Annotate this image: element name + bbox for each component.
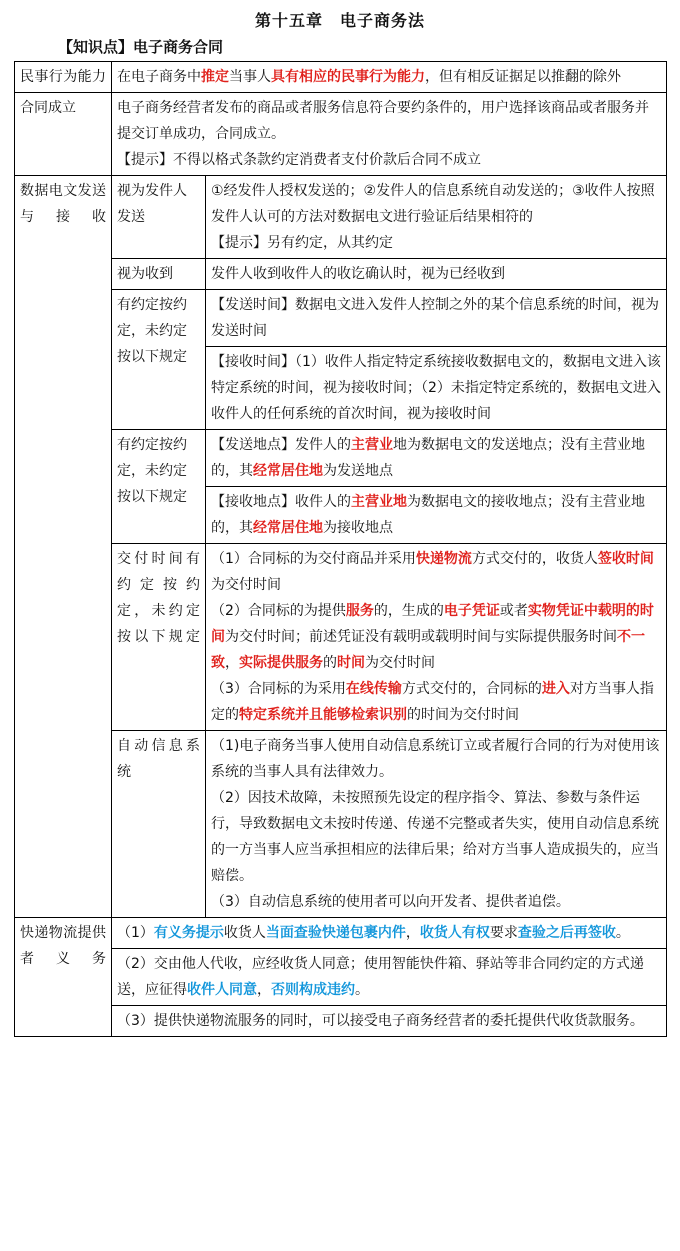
content-recv-time: 【接收时间】（1）收件人指定特定系统接收数据电文的，数据电文进入该特定系统的时间，视为接收时间；（2）未指定特定系统的，数据电文进入收件人的任何系统的首次时间，视为接收时间 [206, 347, 667, 430]
sublabel-delivery: 交付时间有约定按约定，未约定按以下规定 [112, 544, 206, 731]
row-data-received [15, 259, 667, 290]
sublabel-place: 有约定按约定，未约定按以下规定 [112, 430, 206, 544]
label-express: 快递物流提供者义务 [15, 918, 112, 1037]
content-send-time: 【发送时间】数据电文进入发件人控制之外的某个信息系统的时间，视为发送时间 [206, 290, 667, 347]
content-formation: 电子商务经营者发布的商品或者服务信息符合要约条件的，用户选择该商品或者服务并提交订单成功，合同成立。 【提示】不得以格式条款约定消费者支付价款后合同不成立 [112, 93, 667, 176]
content-sender: ①经发件人授权发送的；②发件人的信息系统自动发送的；③收件人按照发件人认可的方法对数据电文进行验证后结果相符的 【提示】另有约定，从其约定 [206, 176, 667, 259]
content-capacity: 在电子商务中推定当事人具有相应的民事行为能力，但有相反证据足以推翻的除外 [112, 62, 667, 93]
content-auto-system: （1)电子商务当事人使用自动信息系统订立或者履行合同的行为对使用该系统的当事人具有法律效力。 （2）因技术故障，未按照预先设定的程序指令、算法、参数与条件运行，导致数据电文未按时传递、传递不完整或者失实，使用自动信息系统的一方当事人应当承担相应的法律后果；给对方当事人造成损失的，应当赔偿。 （3）自动信息系统的使用者可以向开发者、提供者追偿。 [206, 731, 667, 918]
row-capacity [15, 62, 667, 93]
sublabel-time: 有约定按约定，未约定按以下规定 [112, 290, 206, 430]
sublabel-sender: 视为发件人发送 [112, 176, 206, 259]
content-send-place: 【发送地点】发件人的主营业地为数据电文的发送地点；没有主营业地的，其经常居住地为发送地点 [206, 430, 667, 487]
content-express-3: （3）提供快递物流服务的同时，可以接受电子商务经营者的委托提供代收货款服务。 [112, 1006, 667, 1037]
row-delivery [15, 544, 667, 731]
delivery-item-3: （3）合同标的为采用在线传输方式交付的，合同标的进入对方当事人指定的特定系统并且能够检索识别的时间为交付时间 [211, 681, 654, 723]
label-auto-system: 自动信息系统 [112, 731, 206, 918]
label-capacity: 民事行为能力 [15, 62, 112, 93]
section-title: 【知识点】电子商务合同 [58, 38, 224, 56]
delivery-item-1: （1）合同标的为交付商品并采用快递物流方式交付的，收货人签收时间为交付时间 [211, 551, 654, 593]
chapter-title: 第十五章 电子商务法 [254, 11, 425, 30]
row-formation [15, 93, 667, 176]
content-express-2: （2）交由他人代收，应经收货人同意；使用智能快件箱、驿站等非合同约定的方式递送，应征得收件人同意，否则构成违约。 [112, 949, 667, 1006]
delivery-item-2: （2）合同标的为提供服务的，生成的电子凭证或者实物凭证中载明的时间为交付时间；前述凭证没有载明或载明时间与实际提供服务时间不一致，实际提供服务的时间为交付时间 [211, 603, 654, 671]
row-express-1 [15, 918, 667, 949]
label-formation: 合同成立 [15, 93, 112, 176]
content-delivery [206, 544, 667, 731]
contract-table [14, 61, 667, 1037]
content-received: 发件人收到收件人的收讫确认时，视为已经收到 [206, 259, 667, 290]
row-express-3 [15, 1006, 667, 1037]
row-data-sender [15, 176, 667, 259]
content-recv-place: 【接收地点】收件人的主营业地为数据电文的接收地点；没有主营业地的，其经常居住地为接收地点 [206, 487, 667, 544]
content-express-1: （1）有义务提示收货人当面查验快递包裹内件，收货人有权要求查验之后再签收。 [112, 918, 667, 949]
sublabel-received: 视为收到 [112, 259, 206, 290]
label-data-message: 数据电文发送与接收 [15, 176, 112, 918]
row-send-place [15, 430, 667, 487]
row-auto-system [15, 731, 667, 918]
row-send-time [15, 290, 667, 347]
row-express-2 [15, 949, 667, 1006]
